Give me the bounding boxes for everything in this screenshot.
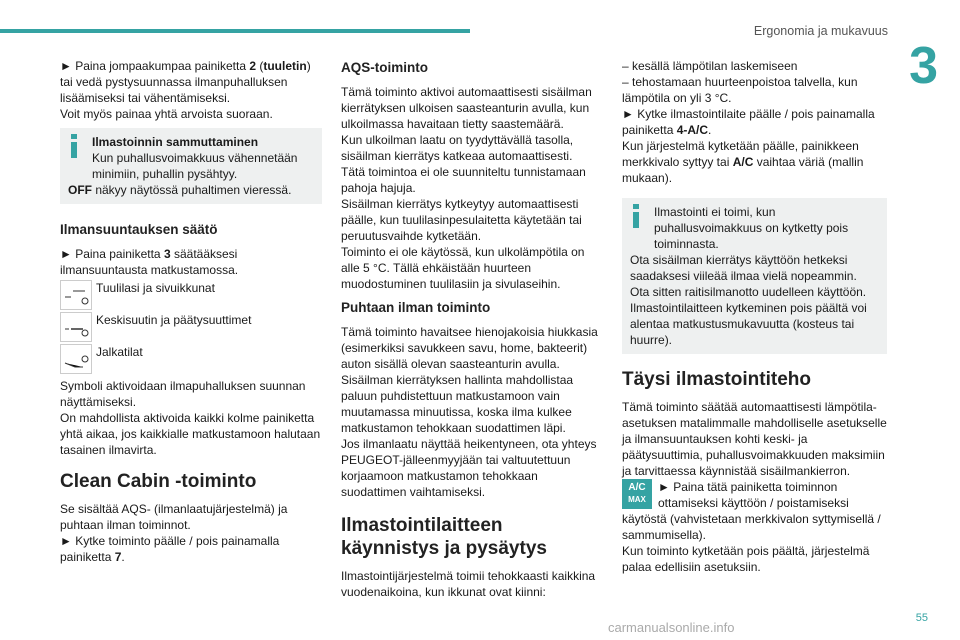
dir-paragraph-2: Symboli aktivoidaan ilmapuhalluksen suunnan näyttämiseksi.	[60, 379, 306, 409]
column-3	[622, 58, 887, 575]
ac-paragraph-1: ► Kytke ilmastointilaite päälle / pois painamalla painiketta 4-A/C.	[622, 107, 875, 137]
heading-clean-cabin: Clean Cabin -toiminto	[60, 471, 257, 492]
aqs-paragraph-2: Kun ulkoilman laatu on tyydyttävällä tasolla, sisäilman kierrätys katkeaa automaattisesti.	[341, 133, 574, 163]
list-item-winter: – tehostamaan huurteenpoistoa talvella, kun lämpötila on yli 3 °C.	[622, 75, 858, 105]
footwell-airflow-icon	[60, 344, 92, 374]
face-vents-airflow-icon	[60, 312, 92, 342]
heading-max-ac: Täysi ilmastointiteho	[622, 369, 811, 390]
aqs-paragraph-4: Sisäilman kierrätys kytkeytyy automaattisesti päälle, kun tuulilasinpesulaitetta käytetään tai peruutusvaihde kytketään.	[341, 197, 582, 243]
section-title: Ergonomia ja mukavuus	[753, 24, 888, 38]
clean-paragraph-1: Se sisältää AQS- (ilmanlaatujärjestelmä) ja puhtaan ilman toiminnot.	[60, 502, 288, 532]
start-stop-paragraph: Ilmastointijärjestelmä toimii tehokkaasti kaikkina vuodenaikoina, kun ikkunat ovat kiinni:	[341, 569, 596, 599]
aqs-paragraph-5: Toiminto ei ole käytössä, kun ulkolämpötila on alle 5 °C. Tällä ehkäistään huurteen muodostuminen tuulilasiin ja sivulaseihin.	[341, 245, 585, 291]
heading-clean-air: Puhtaan ilman toiminto	[341, 300, 491, 315]
dir-paragraph: ► Paina painiketta 3 säätääksesi ilmansuuntausta matkustamossa.	[60, 247, 239, 277]
max-paragraph-3: Kun toiminto kytketään pois päältä, järjestelmä palaa edellisiin asetuksiin.	[622, 544, 870, 574]
watermark: carmanualsonline.info	[608, 620, 735, 635]
aqs-paragraph-3: Tätä toimintoa ei ole suunniteltu tunnistamaan pahoja hajuja.	[341, 165, 586, 195]
ac-paragraph-2: Kun järjestelmä kytketään päälle, painikkeen merkkivalo syttyy tai A/C vaihtaa väriä (mallin mukaan).	[622, 139, 864, 185]
heading-aqs: AQS-toiminto	[341, 60, 428, 75]
clean-paragraph-2: ► Kytke toiminto päälle / pois painamalla painiketta 7.	[60, 534, 280, 564]
heading-ac-start-stop: Ilmastointilaitteen käynnistys ja pysäytys	[341, 515, 547, 559]
dir-item-windscreen: Tuulilasi ja sivuikkunat	[60, 280, 322, 310]
clean-air-paragraph-2: Sisäilman kierrätyksen hallinta mahdollistaa paluun puhdistettuun matkustamoon vain muutamassa minuutissa, koska ilma kulkee matkustamon tehokkaan suodattimen läpi.	[341, 373, 574, 435]
clean-air-paragraph-1: Tämä toiminto havaitsee hienojakoisia hiukkasia (esimerkiksi savukkeen savu, home, bakteerit) auton sisällä olevan saasteanturin avulla.	[341, 325, 598, 371]
windscreen-airflow-icon	[60, 280, 92, 310]
info-text-2: Ota sisäilman kierrätys käyttöön hetkeksi saadaksesi viileää ilmaa vielä nopeammin. Ota sitten raitisilmanotto uudelleen käyttöön.	[630, 253, 867, 299]
clean-air-paragraph-3: Jos ilmanlaatu näyttää heikentyneen, ota yhteys PEUGEOT-jälleenmyyjään tai valtuutettuun korjaamoon matkustamon tehokkaan suodattimen vaihtamiseksi.	[341, 437, 597, 499]
info-body: Kun puhallusvoimakkuus vähennetään minimiin, puhallin pysähtyy.	[92, 151, 298, 181]
info-box-ac	[622, 198, 887, 354]
info-icon	[630, 204, 644, 228]
heading-air-direction: Ilmansuuntauksen säätö	[60, 222, 218, 237]
max-instruction: A/C MAX ► Paina tätä painiketta toiminnon ottamiseksi käyttöön / poistamiseksi käytöstä (vahvistetaan merkkivalon syttymisellä / sammumisella).	[622, 480, 881, 542]
list-item-summer: – kesällä lämpötilan laskemiseen	[622, 59, 798, 73]
max-paragraph-1: Tämä toiminto säätää automaattisesti lämpötila-asetuksen matalimmalle mahdolliselle asetukselle ja ilmansuuntauksen kohti keski- ja päätysuuttimia, puhallusvoimakkuuden maksimiin ja tarvittaessa käynnistää sisäilmankierron.	[622, 400, 887, 478]
info-off: OFF näkyy näytössä puhaltimen vieressä.	[68, 183, 292, 197]
fan-paragraph: ► Paina jompaakumpaa painiketta 2 (tuuletin) tai vedä pystysuunnassa ilmanpuhalluksen lisäämiseksi tai vähentämiseksi.	[60, 59, 311, 105]
column-1	[60, 58, 322, 565]
dir-item-footwell: Jalkatilat	[60, 344, 322, 374]
header-accent-bar	[0, 29, 470, 33]
page-number: 55	[915, 612, 928, 624]
dir-paragraph-3: On mahdollista aktivoida kaikki kolme painiketta yhtä aikaa, jos kaikkialle matkustamoon halutaan tasainen ilmavirta.	[60, 411, 321, 457]
fan-paragraph-2: Voit myös painaa yhtä arvoista suoraan.	[60, 107, 273, 121]
column-2	[341, 58, 603, 600]
chapter-number: 3	[909, 37, 938, 95]
info-text-1: Ilmastointi ei toimi, kun puhallusvoimakkuus on kytketty pois toiminnasta.	[654, 205, 849, 251]
info-title: Ilmastoinnin sammuttaminen	[92, 135, 259, 149]
aqs-paragraph-1: Tämä toiminto aktivoi automaattisesti sisäilman kierrätyksen ulkoisen saasteanturin avulla, kun ulkoilmassa havaitaan tietty saastemäärä.	[341, 85, 592, 131]
dir-item-vents: Keskisuutin ja päätysuuttimet	[60, 312, 322, 342]
info-box-ac-off	[60, 128, 322, 204]
info-icon	[68, 134, 82, 158]
info-text-3: Ilmastointilaitteen kytkeminen pois päältä voi alentaa matkustusmukavuutta (kosteus tai huurre).	[630, 301, 867, 347]
ac-max-button-icon: A/C MAX	[622, 479, 652, 509]
